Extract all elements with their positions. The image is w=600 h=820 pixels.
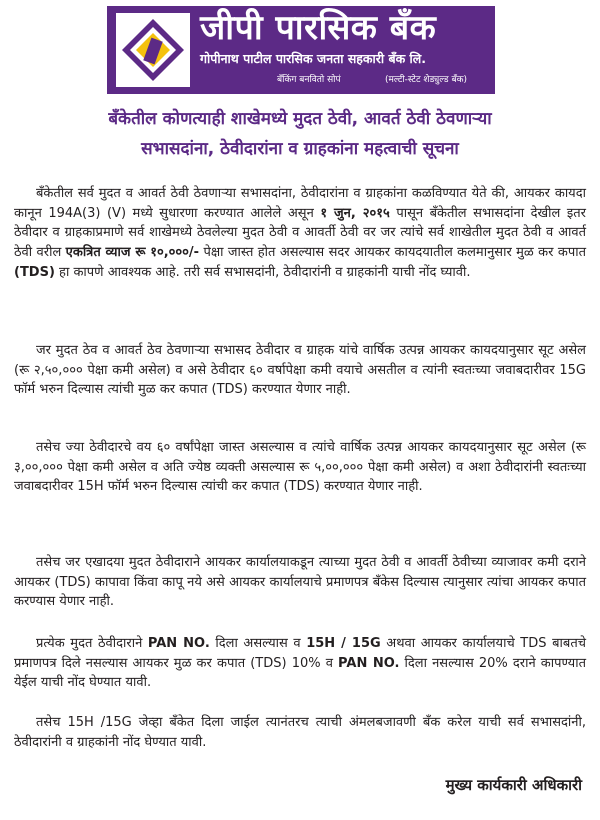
- p6-text: तसेच 15H /15G जेव्हा बँकेत दिला जाईल त्यानंतरच त्याची अंमलबजावणी बँक करेल याची सर्व सभासदांनी, ठेवीदारांनी व ग्राहकांनी नोंद घेण्यात यावी.: [14, 715, 586, 750]
- p1-interest-limit: एकत्रित व्याज रू १०,०००/-: [65, 245, 200, 261]
- p5-pan-2: PAN NO.: [338, 655, 400, 671]
- gp-parsik-logo-icon: [116, 13, 190, 87]
- notice-paragraph-6: [14, 713, 586, 752]
- bank-name: जीपी पारसिक बँक: [200, 8, 437, 48]
- notice-paragraph-3: [14, 438, 586, 497]
- p1-date: १ जुन, २०१५: [320, 205, 390, 221]
- p5-forms: 15H / 15G: [306, 636, 381, 651]
- p5-text-a: प्रत्येक मुदत ठेवीदाराने: [36, 636, 148, 651]
- scheduled-bank-label: (मल्टी-स्टेट शेड्युल्ड बँक): [385, 75, 468, 85]
- p1-text-c: पासून बँकेतील सभासदांना देखील इतर ठेवीदार व ग्राहकाप्रमाणे सर्व शाखेमध्ये ठेवलेल्या मुदत ठेवी व आवर्ती ठेवी वर जर त्यांचे सर्व शाखेतील मुदत ठेवी व आवर्त ठेवी वरील: [14, 205, 586, 261]
- bank-full-name: गोपीनाथ पाटील पारसिक जनता सहकारी बँक लि.: [200, 51, 427, 66]
- bank-tagline: बँकिंग बनवितो सोपं: [277, 75, 341, 85]
- p3-text: तसेच ज्या ठेवीदारचे वय ६० वर्षांपेक्षा जास्त असल्यास व त्यांचे वार्षिक उत्पन्न आयकर कायदयानुसार सूट असेल (रू ३,००,००० पेक्षा कमी असेल व अति ज्येष्ठ व्यक्ती असल्यास रू ५,००,००० पेक्षा कमी असेल) व अशा ठेवीदारांनी स्वतःच्या जवाबदारीवर 15H फॉर्म भरुन दिल्यास त्यांची कर कपात (TDS) करण्यात येणार नाही.: [14, 440, 586, 495]
- notice-paragraph-4: [14, 553, 586, 612]
- p1-text-g: हा कापणे आवश्यक आहे. तरी सर्व सभासदांनी, ठेवीदारांनी व ग्राहकांनी याची नोंद घ्यावी.: [54, 264, 471, 280]
- p4-text: तसेच जर एखादया मुदत ठेवीदाराने आयकर कार्यालयाकडून त्याच्या मुदत ठेवी व आवर्ती ठेवीच्या व्याजावर कमी दराने आयकर (TDS) कापावा किंवा कापू नये असे आयकर कार्यालयाचे प्रमाणपत्र बँकेस दिल्यास त्यानुसार त्यांचा आयकर कपात करण्यास येणार नाही.: [14, 555, 586, 610]
- p1-text-a: बँकेतील सर्व मुदत व आवर्त ठेवी ठेवणाऱ्या सभासदांना, ठेवीदारांना व ग्राहकांना कळविण्यात येते की, आयकर कायदा कानून 194A(3) (V) मध्ये सुधारणा करण्यात आलेले असून: [14, 186, 586, 221]
- bank-header-banner: [107, 6, 495, 94]
- notice-paragraph-5: [14, 634, 586, 693]
- notice-paragraph-2: [14, 341, 586, 400]
- p5-pan-1: PAN NO.: [147, 636, 210, 651]
- p1-tds: (TDS): [14, 264, 55, 280]
- signature-ceo: मुख्य कार्यकारी अधिकारी: [445, 776, 582, 794]
- p1-text-e: पेक्षा जास्त होत असल्यास सदर आयकर कायदयातील कलमानुसार मुळ कर कपात: [199, 245, 587, 261]
- p5-text-c: दिला असल्यास व: [209, 636, 307, 651]
- notice-paragraph-1: [14, 184, 586, 283]
- p5-text-g: दिला नसल्यास 20% दराने कापण्यात येईल याची नोंद घेण्यात यावी.: [14, 655, 586, 691]
- notice-title-line-1: बँकेतील कोणत्याही शाखेमध्ये मुदत ठेवी, आवर्त ठेवी ठेवणाऱ्या: [108, 109, 492, 129]
- p2-text: जर मुदत ठेव व आवर्त ठेव ठेवणाऱ्या सभासद ठेवीदार व ग्राहक यांचे वार्षिक उत्पन्न आयकर कायदयानुसार सूट असेल (रू २,५०,००० पेक्षा कमी असेल) व असे ठेवीदार ६० वर्षापेक्षा कमी वयाचे असतील व त्यांनी स्वतःच्या जवाबदारीवर 15G फॉर्म भरुन दिल्यास त्यांची मुळ कर कपात (TDS) करण्यात येणार नाही.: [14, 343, 586, 398]
- p5-text-e: अथवा आयकर कार्यालयाचे TDS बाबतचे प्रमाणपत्र दिले नसल्यास आयकर मुळ कर कपात (TDS) 10% व: [14, 636, 586, 671]
- notice-title-line-2: सभासदांना, ठेवीदारांना व ग्राहकांना महत्वाची सूचना: [141, 139, 459, 159]
